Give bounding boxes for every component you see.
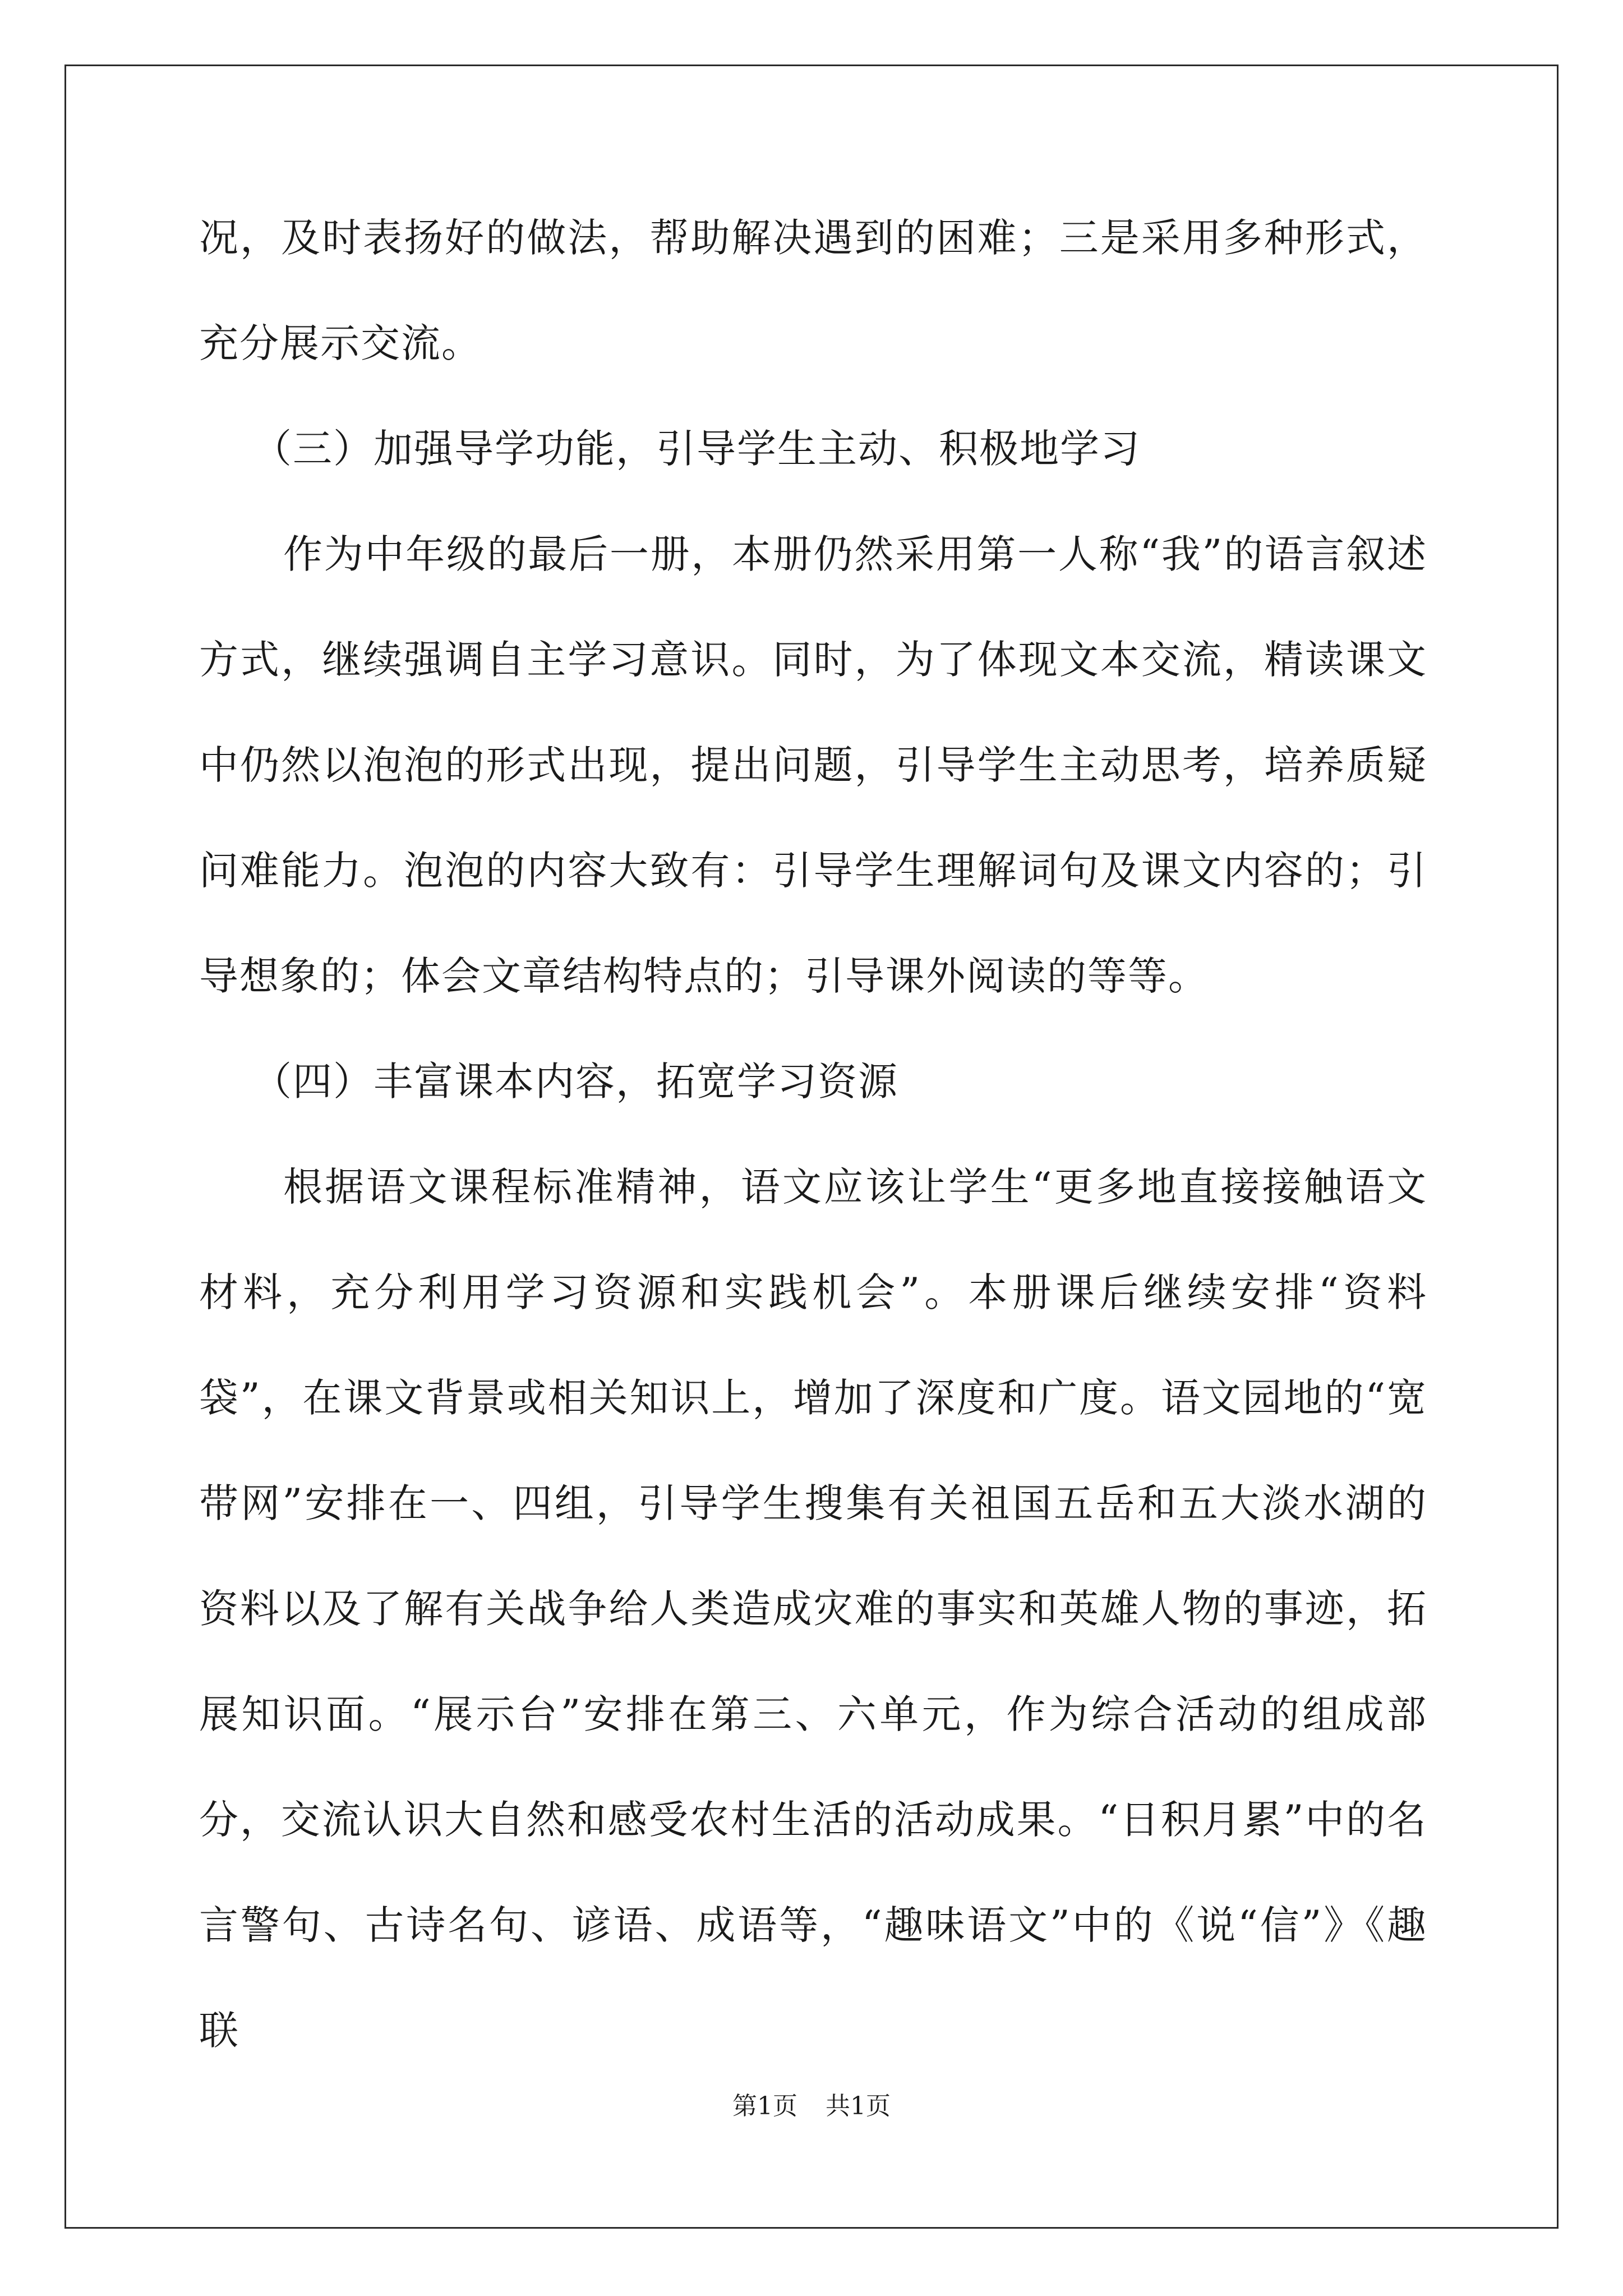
section-heading-3: （三）加强导学功能，引导学生主动、积极地学习 [252,426,1141,472]
paragraph-guided-learning: 作为中年级的最后一册，本册仍然采用第一人称“我”的语言叙述方式，继续强调自主学习意识。同时，为了体现文本交流，精读课文中仍然以泡泡的形式出现，提出问题，引导学生主动思考，培养质疑问难能力。泡泡的内容大致有：引导学生理解词句及课文内容的；引导想象的；体会文章结构特点的；引导课外阅读的等等。 [199,531,1427,999]
document-body [199,185,1427,2083]
section-heading-4: （四）丰富课本内容，拓宽学习资源 [252,1059,898,1105]
page-footer [0,2086,1623,2122]
paragraph-learning-resources: 根据语文课程标准精神，语文应该让学生“更多地直接接触语文材料，充分利用学习资源和实践机会”。本册课后继续安排“资料袋”，在课文背景或相关知识上，增加了深度和广度。语文园地的“宽带网”安排在一、四组，引导学生搜集有关祖国五岳和五大淡水湖的资料以及了解有关战争给人类造成灾难的事实和英雄人物的事迹，拓展知识面。“展示台”安排在第三、六单元，作为综合活动的组成部分，交流认识大自然和感受农村生活的活动成果。“日积月累”中的名言警句、古诗名句、谚语、成语等，“趣味语文”中的《说“信”》《趣联 [199,1164,1427,2054]
page-number: 第1页 [732,2092,797,2120]
paragraph-continued: 况，及时表扬好的做法，帮助解决遇到的困难；三是采用多种形式，充分展示交流。 [199,215,1427,366]
page-total: 共1页 [826,2092,891,2120]
